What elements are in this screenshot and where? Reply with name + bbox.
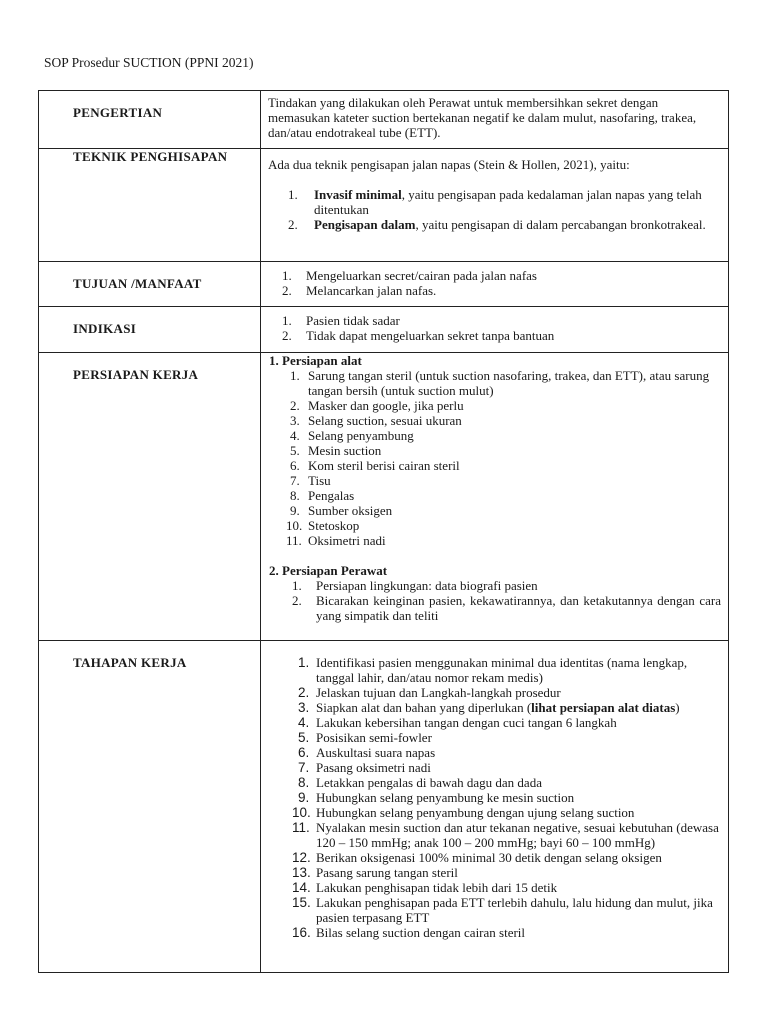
list-number: 8. bbox=[290, 488, 300, 503]
list-item-text: Lakukan kebersihan tangan dengan cuci tangan 6 langkah bbox=[316, 715, 617, 730]
row-tahapan bbox=[39, 641, 729, 973]
list-number: 1. bbox=[292, 578, 302, 593]
list-number: 2. bbox=[298, 685, 310, 700]
list-number: 1. bbox=[298, 655, 310, 670]
tahapan-item bbox=[268, 805, 721, 820]
list-number: 2. bbox=[282, 328, 292, 343]
persiapan-perawat-heading: 2. Persiapan Perawat bbox=[269, 563, 388, 578]
list-item-text: Siapkan alat dan bahan yang diperlukan ( bbox=[316, 700, 532, 715]
list-item-text: Posisikan semi-fowler bbox=[316, 730, 432, 745]
list-item-text: , yaitu pengisapan pada kedalaman jalan napas yang telah ditentukan bbox=[314, 187, 702, 217]
list-item-text: , yaitu pengisapan di dalam percabangan bronkotrakeal. bbox=[415, 217, 706, 232]
list-item-text: Auskultasi suara napas bbox=[316, 745, 436, 760]
sop-table bbox=[38, 90, 729, 973]
list-number: 11. bbox=[286, 533, 302, 548]
list-item-text: Berikan oksigenasi 100% minimal 30 detik dengan selang oksigen bbox=[316, 850, 662, 865]
list-number: 3. bbox=[298, 700, 310, 715]
pengertian-text: Tindakan yang dilakukan oleh Perawat untuk membersihkan sekret dengan memasukan kateter suction bertekanan negatif ke dalam mulut, nasofaring, trakea, dan/atau endotrakeal tube (ETT). bbox=[268, 95, 697, 140]
list-number: 7. bbox=[290, 473, 300, 488]
list-number: 1. bbox=[290, 368, 300, 383]
list-item-text: Sarung tangan steril (untuk suction nasofaring, trakea, dan ETT), atau sarung tangan bersih (untuk suction mulut) bbox=[308, 368, 710, 398]
list-number: 4. bbox=[290, 428, 300, 443]
list-number: 10. bbox=[292, 805, 311, 820]
tahapan-item bbox=[268, 865, 721, 880]
perawat-item bbox=[268, 593, 721, 623]
list-item-emphasis: lihat persiapan alat diatas bbox=[531, 700, 676, 715]
perawat-list bbox=[268, 578, 721, 623]
list-number: 6. bbox=[290, 458, 300, 473]
list-item-text: Oksimetri nadi bbox=[308, 533, 386, 548]
alat-item bbox=[268, 503, 721, 518]
tahapan-item bbox=[268, 880, 721, 895]
list-number: 16. bbox=[292, 925, 311, 940]
list-number: 13. bbox=[292, 865, 311, 880]
list-item-text: Hubungkan selang penyambung dengan ujung selang suction bbox=[316, 805, 635, 820]
list-number: 1. bbox=[282, 268, 292, 283]
label-teknik: TEKNIK PENGHISAPAN bbox=[73, 149, 228, 164]
tahapan-item bbox=[268, 925, 721, 940]
list-item-text: Lakukan penghisapan tidak lebih dari 15 detik bbox=[316, 880, 558, 895]
perawat-item bbox=[268, 578, 721, 593]
tahapan-item bbox=[268, 730, 721, 745]
list-number: 15. bbox=[292, 895, 311, 910]
alat-item bbox=[268, 488, 721, 503]
list-number: 5. bbox=[298, 730, 310, 745]
tujuan-item bbox=[268, 268, 721, 283]
list-number: 2. bbox=[288, 217, 298, 232]
list-item-text: Selang penyambung bbox=[308, 428, 414, 443]
list-item-text: Bilas selang suction dengan cairan steril bbox=[316, 925, 526, 940]
tahapan-item bbox=[268, 895, 721, 925]
label-pengertian: PENGERTIAN bbox=[73, 105, 163, 120]
alat-item bbox=[268, 398, 721, 413]
tahapan-item bbox=[268, 760, 721, 775]
list-item-text: Pengalas bbox=[308, 488, 355, 503]
tahapan-item bbox=[268, 655, 721, 685]
list-number: 2. bbox=[292, 593, 302, 608]
teknik-item bbox=[268, 217, 721, 232]
list-item-text: Nyalakan mesin suction dan atur tekanan negative, sesuai kebutuhan (dewasa 120 – 150 mmHg; anak 100 – 200 mmHg; bayi 60 – 100 mmHg) bbox=[316, 820, 719, 850]
row-pengertian bbox=[39, 91, 729, 149]
list-number: 4. bbox=[298, 715, 310, 730]
alat-item bbox=[268, 443, 721, 458]
tahapan-item: 3. Siapkan alat dan bahan yang diperlukan (lihat persiapan alat diatas) bbox=[298, 700, 680, 715]
list-number: 2. bbox=[290, 398, 300, 413]
list-item-text: Sumber oksigen bbox=[308, 503, 393, 518]
tahapan-item bbox=[268, 850, 721, 865]
list-item-text: Letakkan pengalas di bawah dagu dan dada bbox=[316, 775, 542, 790]
list-item-text: Jelaskan tujuan dan Langkah-langkah prosedur bbox=[316, 685, 561, 700]
tahapan-item bbox=[268, 820, 721, 850]
teknik-intro: Ada dua teknik pengisapan jalan napas (Stein & Hollen, 2021), yaitu: bbox=[268, 157, 630, 172]
list-number: 2. bbox=[282, 283, 292, 298]
list-number: 6. bbox=[298, 745, 310, 760]
list-number: 9. bbox=[298, 790, 310, 805]
list-item-text: Identifikasi pasien menggunakan minimal dua identitas (nama lengkap, tanggal lahir, dan/atau nomor rekam medis) bbox=[316, 655, 688, 685]
row-persiapan bbox=[39, 353, 729, 641]
list-item-text: Masker dan google, jika perlu bbox=[308, 398, 464, 413]
tahapan-item bbox=[268, 790, 721, 805]
row-tujuan bbox=[39, 262, 729, 307]
row-indikasi bbox=[39, 307, 729, 353]
list-number: 10. bbox=[286, 518, 303, 533]
list-item-text: Melancarkan jalan nafas. bbox=[306, 283, 437, 298]
list-item-text: Tidak dapat mengeluarkan sekret tanpa bantuan bbox=[306, 328, 555, 343]
list-number: 14. bbox=[292, 880, 311, 895]
list-item-text: Kom steril berisi cairan steril bbox=[308, 458, 460, 473]
indikasi-item bbox=[268, 313, 721, 328]
list-number: 5. bbox=[290, 443, 300, 458]
list-number: 7. bbox=[298, 760, 310, 775]
list-number: 1. bbox=[288, 187, 298, 202]
alat-list bbox=[268, 368, 721, 548]
list-item-text: Pasang sarung tangan steril bbox=[316, 865, 458, 880]
document-title: SOP Prosedur SUCTION (PPNI 2021) bbox=[44, 55, 254, 70]
list-item-emphasis: Invasif minimal bbox=[314, 187, 402, 202]
list-item-text: Pasang oksimetri nadi bbox=[316, 760, 431, 775]
list-item-text: Lakukan penghisapan pada ETT terlebih dahulu, lalu hidung dan mulut, jika pasien terpasang ETT bbox=[316, 895, 713, 925]
alat-item bbox=[268, 518, 721, 533]
alat-item bbox=[268, 458, 721, 473]
alat-item bbox=[268, 428, 721, 443]
indikasi-item bbox=[268, 328, 721, 343]
list-item-text: Mesin suction bbox=[308, 443, 382, 458]
tahapan-item bbox=[268, 775, 721, 790]
label-persiapan: PERSIAPAN KERJA bbox=[73, 367, 199, 382]
label-tahapan: TAHAPAN KERJA bbox=[73, 655, 187, 670]
tahapan-item bbox=[268, 745, 721, 760]
row-teknik bbox=[39, 149, 729, 262]
label-indikasi: INDIKASI bbox=[73, 321, 137, 336]
list-number: 11. bbox=[292, 820, 310, 835]
alat-item bbox=[268, 368, 721, 398]
list-item-text: Pasien tidak sadar bbox=[306, 313, 400, 328]
list-number: 8. bbox=[298, 775, 310, 790]
alat-item bbox=[268, 413, 721, 428]
label-tujuan: TUJUAN /MANFAAT bbox=[73, 276, 202, 291]
list-item-text: Tisu bbox=[308, 473, 331, 488]
list-item-text: Stetoskop bbox=[308, 518, 360, 533]
list-number: 12. bbox=[292, 850, 311, 865]
tahapan-list bbox=[268, 655, 721, 940]
persiapan-alat-heading: 1. Persiapan alat bbox=[269, 353, 362, 368]
list-item-text: Selang suction, sesuai ukuran bbox=[308, 413, 462, 428]
tahapan-item bbox=[268, 715, 721, 730]
list-number: 1. bbox=[282, 313, 292, 328]
list-number: 3. bbox=[290, 413, 300, 428]
list-item-emphasis: Pengisapan dalam bbox=[314, 217, 416, 232]
tujuan-item bbox=[268, 283, 721, 298]
tujuan-list bbox=[268, 268, 721, 298]
list-item-text: Persiapan lingkungan: data biografi pasien bbox=[316, 578, 538, 593]
list-item-text: Mengeluarkan secret/cairan pada jalan nafas bbox=[306, 268, 537, 283]
tahapan-item bbox=[268, 685, 721, 700]
alat-item bbox=[268, 473, 721, 488]
teknik-item bbox=[268, 187, 721, 217]
alat-item bbox=[268, 533, 721, 548]
indikasi-list bbox=[268, 313, 721, 343]
list-item-text: Hubungkan selang penyambung ke mesin suction bbox=[316, 790, 575, 805]
list-item-text: Bicarakan keinginan pasien, kekawatirannya, dan ketakutannya dengan cara yang simpatik dan teliti bbox=[316, 593, 721, 623]
list-number: 9. bbox=[290, 503, 300, 518]
teknik-list bbox=[268, 187, 721, 232]
